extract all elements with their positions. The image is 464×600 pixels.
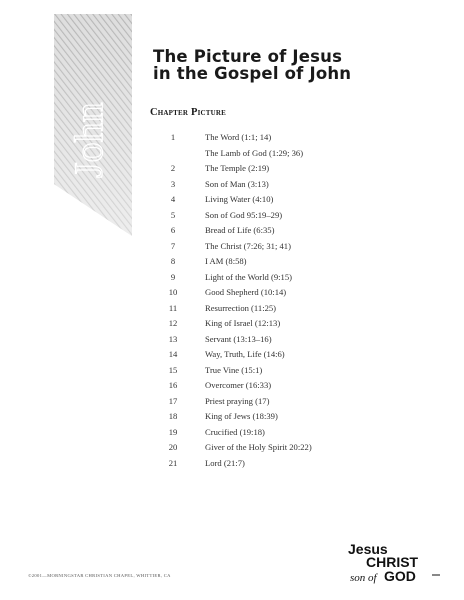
chapter-number: 16: [168, 380, 178, 390]
logo-line-2: CHRIST: [366, 554, 419, 570]
chapter-number: 20: [168, 442, 178, 452]
chapter-row: [0, 427, 464, 443]
chapter-picture: Living Water (4:10): [205, 194, 274, 204]
banner-title: John: [66, 102, 111, 178]
chapter-picture: The Lamb of God (1:29; 36): [205, 147, 304, 158]
chapter-row: [0, 349, 464, 365]
chapter-row: [0, 256, 464, 272]
chapter-row: [0, 458, 464, 474]
chapter-list: [0, 132, 464, 473]
chapter-row: [0, 272, 464, 288]
logo-graphic: [344, 541, 444, 587]
chapter-row: [0, 365, 464, 381]
copyright-footer: ©2001—MORNINGSTAR CHRISTIAN CHAPEL, WHITTIER, CA: [28, 573, 171, 578]
chapter-picture: King of Israel (12:13): [205, 318, 281, 328]
chapter-row: [0, 210, 464, 226]
chapter-picture: The Word (1:1; 14): [205, 132, 272, 142]
chapter-picture: Son of Man (3:13): [205, 178, 269, 189]
chapter-number: 17: [168, 395, 178, 406]
chapter-picture: Servant (13:13–16): [205, 333, 272, 344]
chapter-picture: I AM (8:58): [205, 256, 247, 266]
table-header: Chapter Picture: [150, 107, 227, 118]
chapter-picture: The Christ (7:26; 31; 41): [205, 240, 291, 251]
chapter-row: [0, 334, 464, 350]
chapter-row: [0, 380, 464, 396]
page-title: [153, 48, 453, 82]
chapter-picture: Good Shepherd (10:14): [205, 287, 287, 297]
chapter-number: 18: [168, 411, 178, 421]
chapter-row: [0, 148, 464, 164]
chapter-picture: Resurrection (11:25): [205, 302, 277, 313]
chapter-row: [0, 303, 464, 319]
logo-line-3: son of: [350, 572, 377, 584]
chapter-row: [0, 318, 464, 334]
logo-line-4: GOD: [384, 568, 416, 584]
chapter-number: 1: [170, 132, 176, 142]
chapter-picture: Giver of the Holy Spirit 20:22): [205, 442, 312, 452]
chapter-row: [0, 225, 464, 241]
chapter-number: 11: [168, 302, 178, 313]
chapter-picture: Crucified (19:18): [205, 426, 265, 437]
chapter-row: [0, 132, 464, 148]
chapter-number: 21: [168, 457, 178, 468]
chapter-picture: Bread of Life (6:35): [205, 225, 275, 235]
chapter-picture: Lord (21:7): [205, 457, 245, 468]
jesus-christ-logo: [344, 541, 444, 587]
chapter-number: 19: [168, 426, 178, 437]
chapter-number: 6: [170, 225, 176, 235]
chapter-row: [0, 194, 464, 210]
chapter-number: 15: [168, 364, 178, 375]
chapter-number: 10: [168, 287, 178, 297]
chapter-picture: Overcomer (16:33): [205, 380, 272, 390]
chapter-row: [0, 241, 464, 257]
chapter-picture: Way, Truth, Life (14:6): [205, 349, 285, 359]
chapter-row: [0, 287, 464, 303]
chapter-number: 9: [170, 271, 176, 282]
chapter-number: 14: [168, 349, 178, 359]
chapter-row: [0, 411, 464, 427]
chapter-picture: The Temple (2:19): [205, 163, 270, 173]
title-line-2: in the Gospel of John: [153, 64, 352, 83]
chapter-picture: Son of God 95:19–29): [205, 209, 283, 220]
chapter-number: 5: [170, 209, 176, 220]
chapter-picture: Priest praying (17): [205, 395, 270, 406]
chapter-number: 3: [170, 178, 176, 189]
chapter-number: 8: [170, 256, 176, 266]
chapter-row: [0, 179, 464, 195]
chapter-picture: King of Jews (18:39): [205, 411, 278, 421]
logo-line-1: Jesus: [348, 541, 388, 557]
chapter-number: 13: [168, 333, 178, 344]
chapter-picture: True Vine (15:1): [205, 364, 263, 375]
title-line-1: The Picture of Jesus: [153, 47, 343, 66]
chapter-number: 4: [170, 194, 176, 204]
chapter-number: 12: [168, 318, 178, 328]
chapter-picture: Light of the World (9:15): [205, 271, 292, 282]
chapter-number: 2: [170, 163, 176, 173]
chapter-number: 7: [170, 240, 176, 251]
chapter-row: [0, 163, 464, 179]
chapter-row: [0, 442, 464, 458]
chapter-row: [0, 396, 464, 412]
